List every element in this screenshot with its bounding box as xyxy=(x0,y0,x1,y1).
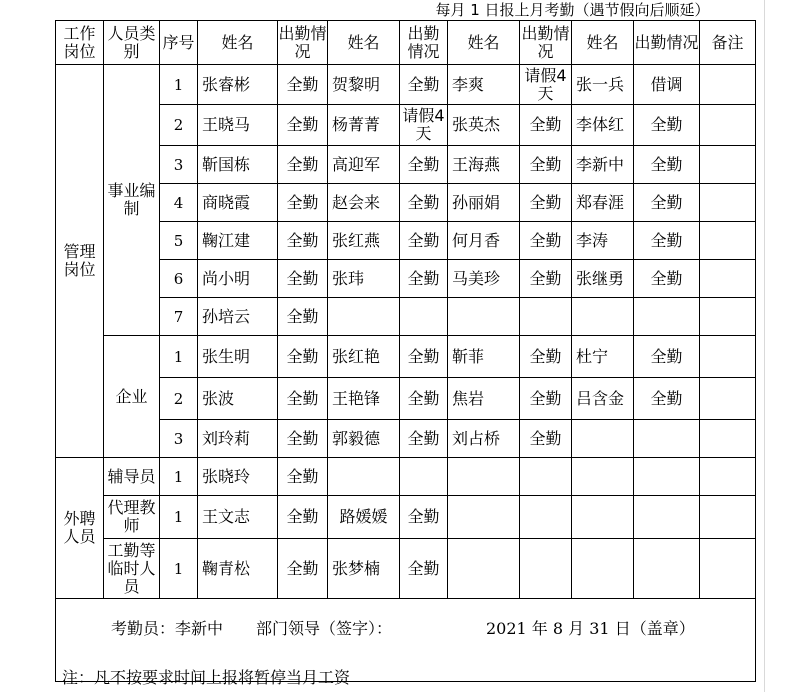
status-cell: 全勤 xyxy=(634,260,700,298)
sheet-gridline xyxy=(764,0,765,692)
remark-cell xyxy=(700,65,756,105)
remark-cell xyxy=(700,105,756,146)
category-gongqin: 工勤等临时人员 xyxy=(104,539,160,599)
header-name: 姓名 xyxy=(448,21,520,65)
header-status: 出勤情况 xyxy=(278,21,328,65)
name-cell: 张玮 xyxy=(328,260,400,298)
bottom-note: 注：凡不按要求时间上报将暂停当月工资 xyxy=(62,668,351,687)
seq-cell: 1 xyxy=(160,539,198,599)
table-row xyxy=(56,298,756,336)
date-seal: 2021 年 8 月 31 日（盖章） xyxy=(486,619,695,638)
name-cell: 张英杰 xyxy=(448,105,520,146)
name-cell: 刘玲莉 xyxy=(198,420,278,458)
header-category: 人员类别 xyxy=(104,21,160,65)
empty-cell xyxy=(700,496,756,539)
empty-cell xyxy=(634,496,700,539)
status-cell: 全勤 xyxy=(634,146,700,184)
status-cell: 全勤 xyxy=(400,496,448,539)
header-name: 姓名 xyxy=(328,21,400,65)
name-cell: 王海燕 xyxy=(448,146,520,184)
name-cell: 郭毅德 xyxy=(328,420,400,458)
name-cell: 孙培云 xyxy=(198,298,278,336)
remark-cell xyxy=(700,146,756,184)
empty-cell xyxy=(700,539,756,599)
status-cell: 全勤 xyxy=(400,65,448,105)
empty-cell xyxy=(448,298,520,336)
seq-cell: 2 xyxy=(160,378,198,420)
category-shiye: 事业编制 xyxy=(104,65,160,336)
name-cell: 张生明 xyxy=(198,336,278,378)
status-cell: 全勤 xyxy=(520,378,572,420)
category-daili: 代理教师 xyxy=(104,496,160,539)
category-fudao: 辅导员 xyxy=(104,458,160,496)
empty-cell xyxy=(520,539,572,599)
name-cell: 张波 xyxy=(198,378,278,420)
status-cell: 全勤 xyxy=(400,378,448,420)
empty-cell xyxy=(572,539,634,599)
status-cell: 全勤 xyxy=(634,105,700,146)
header-seq: 序号 xyxy=(160,21,198,65)
empty-cell xyxy=(572,496,634,539)
name-cell: 鞠江建 xyxy=(198,222,278,260)
name-cell: 张梦楠 xyxy=(328,539,400,599)
status-cell: 全勤 xyxy=(520,260,572,298)
submission-note: 每月 1 日报上月考勤（遇节假向后顺延） xyxy=(435,1,710,19)
table-row xyxy=(56,539,756,599)
empty-cell xyxy=(520,298,572,336)
status-cell: 全勤 xyxy=(520,184,572,222)
remark-cell xyxy=(700,222,756,260)
seq-cell: 3 xyxy=(160,146,198,184)
name-cell: 赵会来 xyxy=(328,184,400,222)
table-row xyxy=(56,105,756,146)
status-cell: 全勤 xyxy=(278,539,328,599)
name-cell: 尚小明 xyxy=(198,260,278,298)
status-cell: 全勤 xyxy=(634,336,700,378)
seq-cell: 5 xyxy=(160,222,198,260)
status-cell: 全勤 xyxy=(634,378,700,420)
header-post: 工作岗位 xyxy=(56,21,104,65)
name-cell: 张睿彬 xyxy=(198,65,278,105)
name-cell: 马美珍 xyxy=(448,260,520,298)
name-cell: 李体红 xyxy=(572,105,634,146)
name-cell: 张红艳 xyxy=(328,336,400,378)
status-cell: 全勤 xyxy=(520,420,572,458)
header-name: 姓名 xyxy=(572,21,634,65)
empty-cell xyxy=(448,458,520,496)
name-cell: 王晓马 xyxy=(198,105,278,146)
status-cell: 请假4天 xyxy=(400,105,448,146)
name-cell: 李涛 xyxy=(572,222,634,260)
table-row xyxy=(56,420,756,458)
status-cell: 全勤 xyxy=(400,539,448,599)
name-cell: 张红燕 xyxy=(328,222,400,260)
status-cell: 全勤 xyxy=(520,222,572,260)
name-cell: 杜宁 xyxy=(572,336,634,378)
empty-cell xyxy=(634,298,700,336)
name-cell: 商晓霞 xyxy=(198,184,278,222)
group-management: 管理岗位 xyxy=(56,65,104,458)
empty-cell xyxy=(448,539,520,599)
table-row xyxy=(56,146,756,184)
header-name: 姓名 xyxy=(198,21,278,65)
status-cell: 全勤 xyxy=(634,222,700,260)
empty-cell xyxy=(572,458,634,496)
status-cell: 全勤 xyxy=(520,105,572,146)
name-cell: 贺黎明 xyxy=(328,65,400,105)
remark-cell xyxy=(700,378,756,420)
clerk-label: 考勤员： xyxy=(111,619,176,638)
status-cell: 全勤 xyxy=(278,146,328,184)
status-cell: 全勤 xyxy=(278,336,328,378)
status-cell: 全勤 xyxy=(400,336,448,378)
empty-cell xyxy=(634,458,700,496)
status-cell: 全勤 xyxy=(520,146,572,184)
empty-cell xyxy=(700,420,756,458)
attendance-table xyxy=(55,20,756,682)
remark-cell xyxy=(700,336,756,378)
header-row xyxy=(56,21,756,65)
empty-cell xyxy=(700,458,756,496)
status-cell: 请假4天 xyxy=(520,65,572,105)
name-cell: 郑春涯 xyxy=(572,184,634,222)
name-cell: 张一兵 xyxy=(572,65,634,105)
header-status: 出勤情况 xyxy=(520,21,572,65)
status-cell: 全勤 xyxy=(400,420,448,458)
empty-cell xyxy=(328,458,400,496)
group-outsourced: 外聘人员 xyxy=(56,458,104,599)
status-cell: 全勤 xyxy=(278,184,328,222)
name-cell: 刘占桥 xyxy=(448,420,520,458)
status-cell: 全勤 xyxy=(400,222,448,260)
status-cell: 全勤 xyxy=(278,496,328,539)
header-remark: 备注 xyxy=(700,21,756,65)
empty-cell xyxy=(634,539,700,599)
empty-cell xyxy=(700,298,756,336)
status-cell: 全勤 xyxy=(520,336,572,378)
seq-cell: 1 xyxy=(160,336,198,378)
seq-cell: 1 xyxy=(160,496,198,539)
name-cell: 张晓玲 xyxy=(198,458,278,496)
name-cell: 焦岩 xyxy=(448,378,520,420)
status-cell: 全勤 xyxy=(278,420,328,458)
name-cell: 靳菲 xyxy=(448,336,520,378)
name-cell: 王文志 xyxy=(198,496,278,539)
status-cell: 全勤 xyxy=(400,146,448,184)
empty-cell xyxy=(572,420,634,458)
leader-label: 部门领导（签字）： xyxy=(256,619,393,638)
status-cell: 全勤 xyxy=(278,378,328,420)
name-cell: 李爽 xyxy=(448,65,520,105)
table-row xyxy=(56,496,756,539)
table-row xyxy=(56,222,756,260)
empty-cell xyxy=(328,298,400,336)
name-cell: 路媛媛 xyxy=(328,496,400,539)
status-cell: 全勤 xyxy=(278,65,328,105)
empty-cell xyxy=(400,298,448,336)
table-row xyxy=(56,336,756,378)
name-cell: 孙丽娟 xyxy=(448,184,520,222)
clerk-name: 李新中 xyxy=(175,619,224,638)
seq-cell: 6 xyxy=(160,260,198,298)
status-cell: 全勤 xyxy=(400,184,448,222)
table-row xyxy=(56,184,756,222)
remark-cell xyxy=(700,184,756,222)
seq-cell: 7 xyxy=(160,298,198,336)
header-status: 出勤情况 xyxy=(400,21,448,65)
empty-cell xyxy=(448,496,520,539)
seq-cell: 1 xyxy=(160,65,198,105)
status-cell: 全勤 xyxy=(278,260,328,298)
table-row xyxy=(56,458,756,496)
remark-cell xyxy=(700,260,756,298)
table-row xyxy=(56,65,756,105)
empty-cell xyxy=(572,298,634,336)
status-cell: 全勤 xyxy=(278,458,328,496)
table-row xyxy=(56,260,756,298)
name-cell: 鞠青松 xyxy=(198,539,278,599)
name-cell: 吕含金 xyxy=(572,378,634,420)
seq-cell: 1 xyxy=(160,458,198,496)
name-cell: 杨菁菁 xyxy=(328,105,400,146)
status-cell: 全勤 xyxy=(400,260,448,298)
name-cell: 李新中 xyxy=(572,146,634,184)
name-cell: 张继勇 xyxy=(572,260,634,298)
empty-cell xyxy=(634,420,700,458)
status-cell: 全勤 xyxy=(278,105,328,146)
name-cell: 何月香 xyxy=(448,222,520,260)
name-cell: 高迎军 xyxy=(328,146,400,184)
status-cell: 全勤 xyxy=(278,298,328,336)
empty-cell xyxy=(400,458,448,496)
table-row xyxy=(56,378,756,420)
empty-cell xyxy=(520,458,572,496)
seq-cell: 2 xyxy=(160,105,198,146)
seq-cell: 4 xyxy=(160,184,198,222)
status-cell: 全勤 xyxy=(278,222,328,260)
status-cell: 借调 xyxy=(634,65,700,105)
header-status: 出勤情况 xyxy=(634,21,700,65)
status-cell: 全勤 xyxy=(634,184,700,222)
category-qiye: 企业 xyxy=(104,336,160,458)
empty-cell xyxy=(520,496,572,539)
name-cell: 靳国栋 xyxy=(198,146,278,184)
seq-cell: 3 xyxy=(160,420,198,458)
name-cell: 王艳锋 xyxy=(328,378,400,420)
